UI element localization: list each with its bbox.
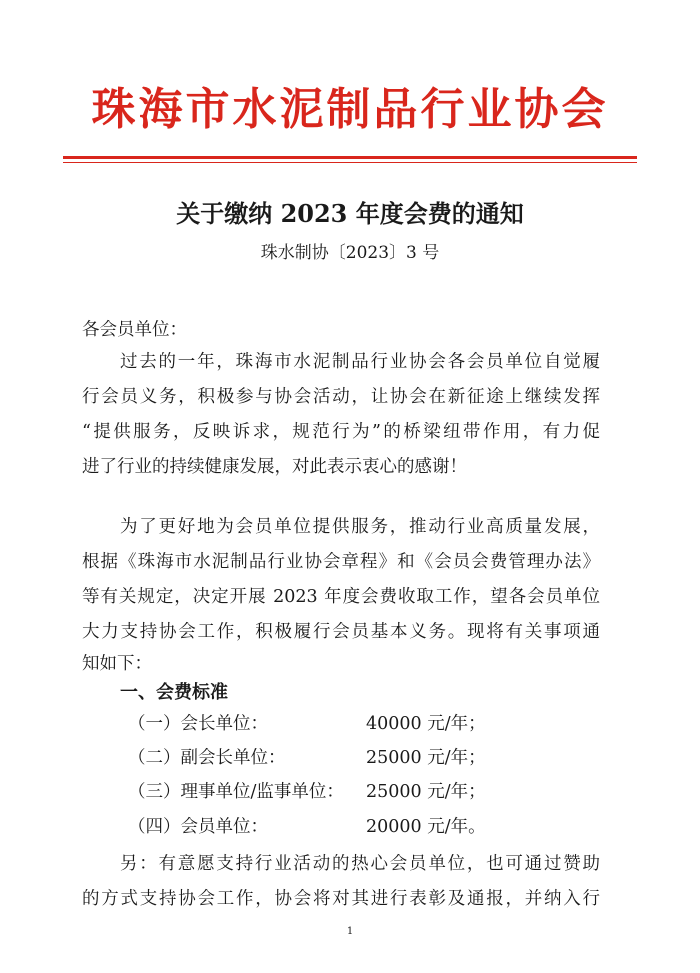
para2-line: 知如下： (82, 654, 152, 674)
fee-item-amount: 40000 元/年； (366, 714, 486, 734)
fee-item-label: （四）会员单位： (128, 817, 268, 837)
section-heading-fee-standard: 一、会费标准 (120, 682, 228, 703)
letterhead-rule-thin (63, 162, 637, 163)
para1-line: 行会员义务，积极参与协会活动，让协会在新征途上继续发挥 (82, 387, 600, 407)
para3-line: 的方式支持协会工作，协会将对其进行表彰及通报，并纳入行 (82, 889, 600, 909)
para1-line: “提供服务，反映诉求，规范行为”的桥梁纽带作用，有力促 (82, 422, 600, 442)
para3-line: 另：有意愿支持行业活动的热心会员单位，也可通过赞助 (120, 854, 600, 874)
document-title: 关于缴纳 2023 年度会费的通知 (176, 199, 524, 228)
fee-item-label: （二）副会长单位： (128, 748, 286, 768)
org-letterhead-title: 珠海市水泥制品行业协会 (91, 84, 609, 135)
document-number: 珠水制协〔2023〕3 号 (260, 243, 440, 263)
fee-item-label: （三）理事单位/监事单位： (128, 782, 344, 802)
fee-item-label: （一）会长单位： (128, 714, 268, 734)
page-number: 1 (346, 926, 354, 937)
para2-line: 为了更好地为会员单位提供服务，推动行业高质量发展， (120, 517, 600, 537)
fee-item-amount: 25000 元/年； (366, 782, 486, 802)
salutation: 各会员单位： (82, 320, 187, 340)
fee-item-amount: 25000 元/年； (366, 748, 486, 768)
para1-line: 进了行业的持续健康发展，对此表示衷心的感谢！ (82, 457, 467, 477)
fee-item-amount: 20000 元/年。 (366, 817, 486, 837)
letterhead-rule-thick (63, 156, 637, 159)
para2-line: 大力支持协会工作，积极履行会员基本义务。现将有关事项通 (82, 622, 600, 642)
para2-line: 根据《珠海市水泥制品行业协会章程》和《会员会费管理办法》 (82, 552, 600, 572)
para1-line: 过去的一年，珠海市水泥制品行业协会各会员单位自觉履 (120, 352, 600, 372)
para2-line: 等有关规定，决定开展 2023 年度会费收取工作，望各会员单位 (82, 587, 600, 607)
